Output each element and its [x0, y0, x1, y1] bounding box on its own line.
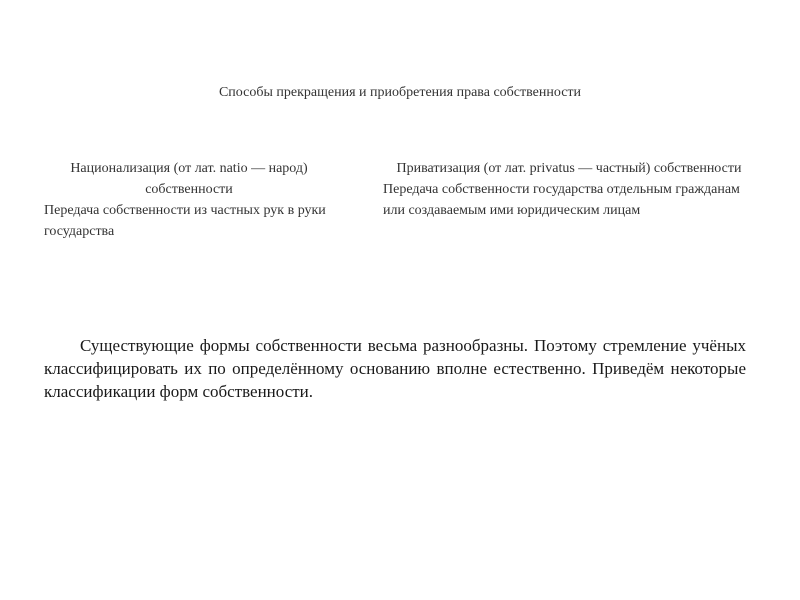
privatization-block [383, 158, 755, 221]
nationalization-description: Передача собственности из частных рук в руки государства [44, 203, 326, 239]
privatization-heading: Приватизация (от лат. privatus — частный) собственности [396, 161, 742, 176]
nationalization-block [44, 158, 334, 242]
privatization-description: Передача собственности государства отдельным гражданам или создаваемым ими юридическим лицам [383, 182, 740, 218]
nationalization-heading: Национализация (от лат. natio — народ) собственности [70, 161, 308, 197]
body-paragraph: Существующие формы собственности весьма разнообразны. Поэтому стремление учёных классифицировать их по определённому основанию вполне естественно. Приведём некоторые классификации форм собственности. [44, 336, 746, 401]
page-title: Способы прекращения и приобретения права собственности [218, 85, 582, 100]
